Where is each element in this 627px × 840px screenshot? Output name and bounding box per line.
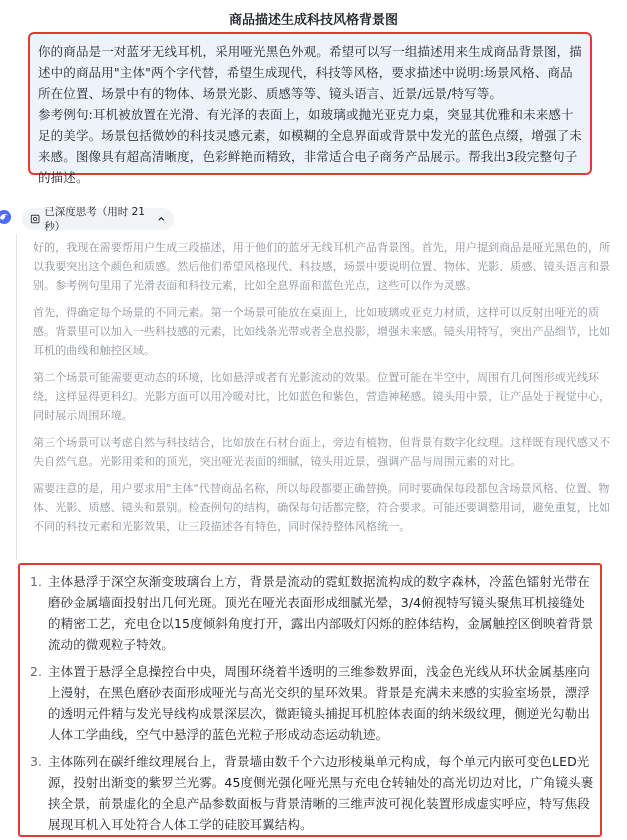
reasoning-paragraph: 第二个场景可能需要更动态的环境，比如悬浮或者有光影流动的效果。位置可能在半空中，周围有几何图形或光线环绕，这样显得更科幻。光影方面可以用冷暖对比，比如蓝色和紫色，营造神秘感。镜头用中景，让产品处于视觉中心，同时展示周围环境。 — [33, 371, 611, 422]
answer-item-number: 1. — [30, 574, 43, 589]
reasoning-paragraph: 首先，得确定每个场景的不同元素。第一个场景可能放在桌面上，比如玻璃或亚克力材质，这样可以反射出哑光的质感。背景里可以加入一些科技感的元素，比如线条光带或者全息投影，增强未来感。镜头用特写，突出产品细节，比如耳机的曲线和触控区域。 — [33, 306, 611, 357]
answer-item-text: 主体陈列在碳纤维纹理展台上，背景墙由数千个六边形棱巢单元构成，每个单元内嵌可变色LED光源，投射出渐变的紫罗兰光雾。45度侧光强化哑光黑与充电仓转轴处的高光切边对比，广角镜头裹挟全景，前景虚化的全息产品参数面板与背景清晰的三维声波可视化装置形成虚实呼应，特写焦段展现耳机入耳处符合人体工学的硅胶耳翼结构。 — [48, 754, 594, 832]
answer-item-text: 主体悬浮于深空灰渐变玻璃台上方，背景是流动的霓虹数据流构成的数字森林，冷蓝色镭射光带在磨砂金属墙面投射出几何光斑。顶光在哑光表面形成细腻光晕，3/4俯视特写镜头聚焦耳机接缝处的精密工艺，充电仓以15度倾斜角度打开，露出内部吸灯闪烁的腔体结构，金属触控区倒映着背景流动的微观粒子特效。 — [48, 574, 594, 652]
user-message-paragraph: 参考例句:耳机被放置在光滑、有光泽的表面上，如玻璃或抛光亚克力桌，突显其优雅和未来感十足的美学。场景包括微妙的科技灵感元素，如模糊的全息界面或背景中发光的蓝色点缀，增强了未来感。图像具有超高清晰度，色彩鲜艳而精致，非常适合电子商务产品展示。帮我出3段完整句子的描述。 — [38, 107, 582, 185]
user-message-paragraph: 你的商品是一对蓝牙无线耳机，采用哑光黑色外观。希望可以写一组描述用来生成商品背景图，描述中的商品用"主体"两个字代替，希望生成现代，科技等风格，要求描述中说明:场景风格、商品所在位置、场景中有的物体、场景光影、质感等等、镜头语言、近景/远景/特写等。 — [38, 44, 582, 101]
reasoning-paragraph: 需要注意的是，用户要求用"主体"代替商品名称，所以每段都要正确替换。同时要确保每段都包含场景风格、位置、物体、光影、质感、镜头和景别。检查例句的结构，确保每句话都完整，符合要求。可能还要调整用词，避免重复，比如不同的科技元素和光影效果，让三段描述各有特色，同时保持整体风格统一。 — [33, 482, 611, 533]
reasoning-panel — [16, 234, 616, 560]
answer-list-container — [18, 563, 602, 837]
answer-item — [24, 751, 594, 835]
reasoning-paragraph: 第三个场景可以考虑自然与科技结合，比如放在石材台面上，旁边有植物，但背景有数字化纹理。这样既有现代感又不失自然气息。光影用柔和的顶光，突出哑光表面的细腻，镜头用近景，强调产品与周围元素的对比。 — [33, 436, 611, 468]
answer-item-number: 3. — [30, 754, 43, 769]
deep-think-label: 已深度思考（用时 21 秒） — [44, 206, 145, 233]
answer-item-text: 主体置于悬浮全息操控台中央，周围环绕着半透明的三维参数界面，浅金色光线从环状金属基座向上漫射，在黑色磨砂表面形成哑光与高光交织的星环效果。背景是充满未来感的实验室场景，漂浮的透明元件精与发光导线构成景深层次，微距镜头捕捉耳机腔体表面的纳米级纹理，侧逆光勾勒出人体工学曲线，空气中悬浮的蓝色光粒子形成动态运动轨迹。 — [48, 664, 590, 742]
reasoning-paragraph: 好的，我现在需要帮用户生成三段描述，用于他们的蓝牙无线耳机产品背景图。首先，用户提到商品是哑光黑色的，所以我要突出这个颜色和质感。然后他们希望风格现代、科技感，场景中要说明位置、物体、光影、质感、镜头语言和景别。参考例句里用了光滑表面和科技元素，比如全息界面和蓝色光点，这些可以作为灵感。 — [33, 241, 611, 292]
chevron-up-icon — [157, 214, 166, 224]
user-message-bubble — [28, 32, 592, 185]
answer-item — [24, 661, 594, 745]
answer-item-number: 2. — [30, 664, 43, 679]
deep-think-icon — [30, 213, 40, 225]
deep-think-toggle[interactable] — [22, 206, 174, 233]
answer-item — [24, 571, 594, 655]
answer-list — [24, 571, 594, 835]
page-title: 商品描述生成科技风格背景图 — [228, 13, 398, 28]
ai-assistant-icon — [0, 209, 12, 225]
